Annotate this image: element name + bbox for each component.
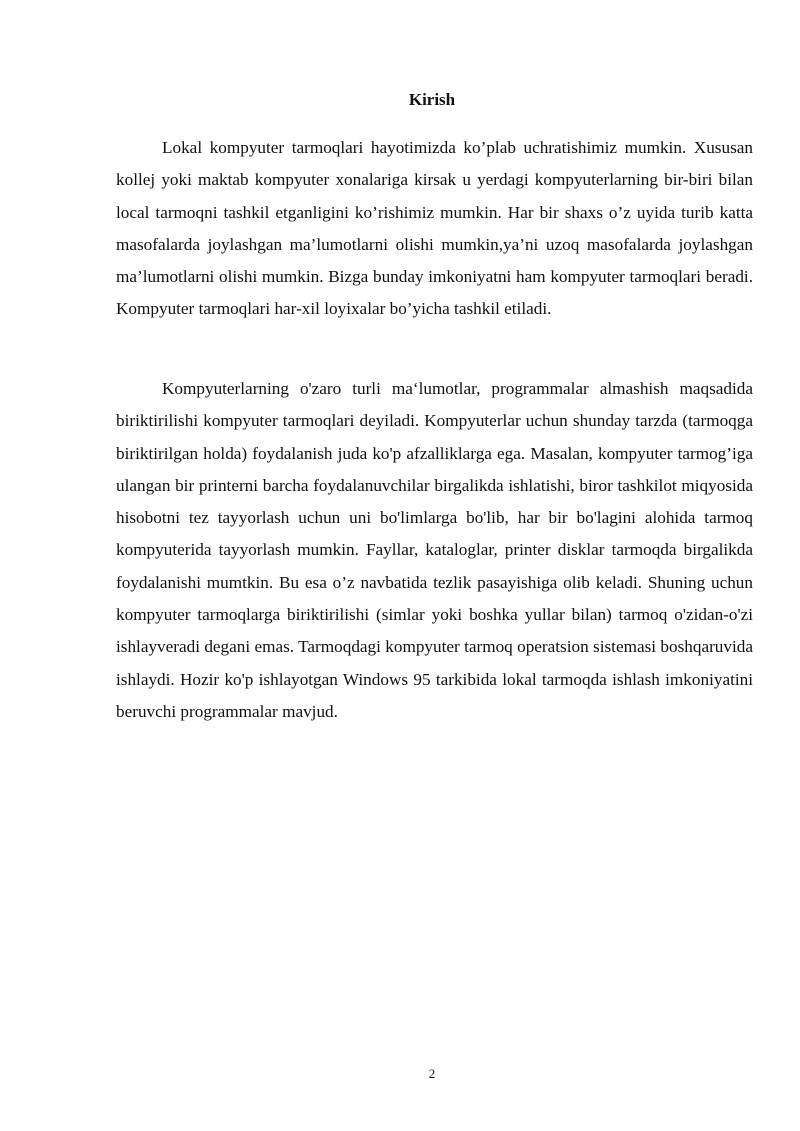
paragraph-intro: Lokal kompyuter tarmoqlari hayotimizda ko’plab uchratishimiz mumkin. Xususan kollej yoki maktab kompyuter xonalariga kirsak u yerdagi kompyuterlarning bir-biri bilan local tarmoqni tashkil etganligini ko’rishimiz mumkin. Har bir shaxs o’z uyida turib katta masofalarda joylashgan ma’lumotlarni olishi mumkin,ya’ni uzoq masofalarda joylashgan ma’lumotlarni olishi mumkin. Bizga bunday imkoniyatni ham kompyuter tarmoqlari beradi. Kompyuter tarmoqlari har-xil loyixalar bo’yicha tashkil etiladi. [116, 138, 753, 319]
paragraph-definition: Kompyuterlarning o'zaro turli ma‘lumotlar, programmalar almashish maqsadida biriktirilishi kompyuter tarmoqlari deyiladi. Kompyuterlar uchun shunday tarzda (tarmoqga biriktirilgan holda) foydalanish juda ko'p afzalliklarga ega. Masalan, kompyuter tarmog’iga ulangan bir printerni barcha foydalanuvchilar birgalikda ishlatishi, biror tashkilot miqyosida hisobotni tez tayyorlash uchun uni bo'limlarga bo'lib, har bir bo'lagini alohida tarmoq kompyuterida tayyorlash mumkin. Fayllar, kataloglar, printer disklar tarmoqda birgalikda foydalanishi mumtkin. Bu esa o’z navbatida tezlik pasayishiga olib keladi. Shuning uchun kompyuter tarmoqlarga biriktirilishi (simlar yoki boshka yullar bilan) tarmoq o'zidan-o'zi ishlayveradi degani emas. Tarmoqdagi kompyuter tarmoq operatsion sistemasi boshqaruvida ishlaydi. Hozir ko'p ishlayotgan Windows 95 tarkibida lokal tarmoqda ishlash imkoniyatini beruvchi programmalar mavjud. [116, 379, 753, 721]
page-number: 2 [428, 1066, 436, 1081]
section-title: Kirish [408, 90, 456, 109]
